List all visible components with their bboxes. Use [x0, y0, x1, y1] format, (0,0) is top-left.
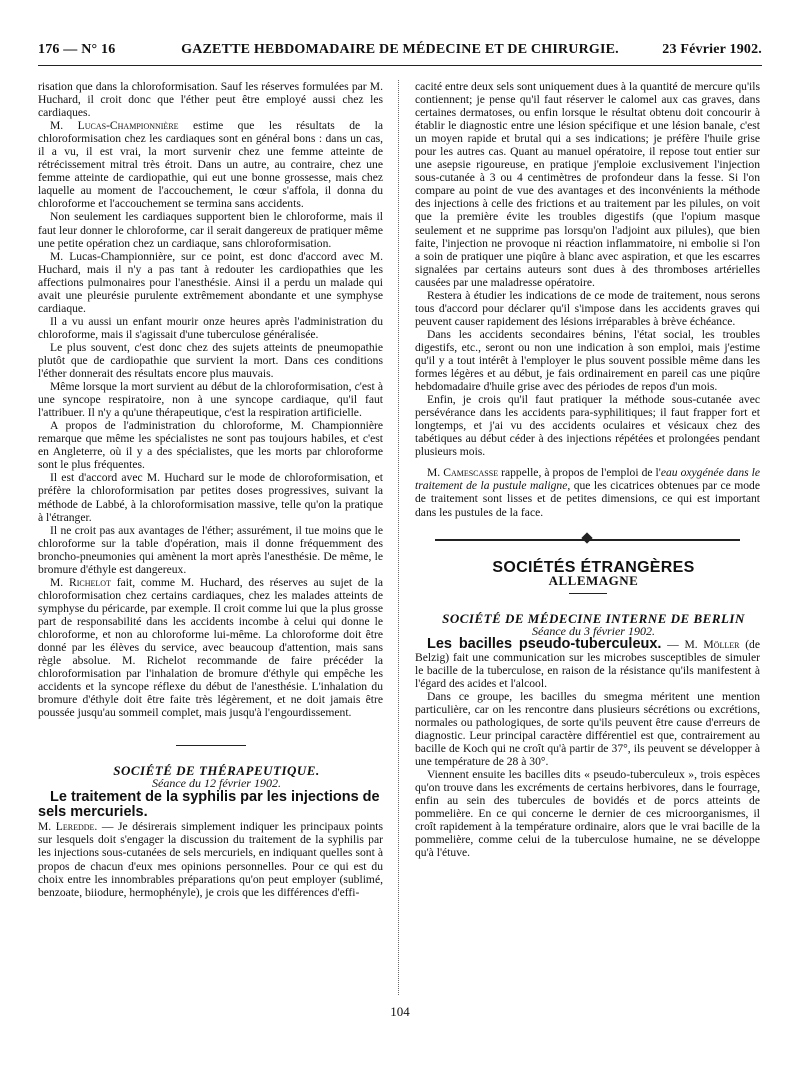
page-header — [38, 38, 762, 62]
paragraph: Les bacilles pseudo-tuberculeux. — M. Möller (de Belzig) fait une communication sur les microbes susceptibles de simuler le bacille de la tuberculose, en raison de la résistance qu'ils manifestent à l'égard des acides et l'alcool. — [415, 635, 760, 690]
speaker-name: M. Lucas-Championnière — [50, 119, 179, 133]
paragraph: Non seulement les cardiaques supportent bien le chloroforme, mais il faut leur donner le chloroforme, car il serait dangereux de pratiquer même une petite opération chez un cardiaque, sans chloroformisation. — [38, 210, 383, 250]
section-title: SOCIÉTÉ DE THÉRAPEUTIQUE. — [113, 763, 320, 779]
article-title: Le traitement de la syphilis par les injections de sels mercuriels. — [38, 789, 380, 821]
column-divider — [398, 80, 399, 995]
country-heading: ALLEMAGNE — [548, 572, 639, 588]
paragraph: Il a vu aussi un enfant mourir onze heures après l'administration du chloroforme, mais il s'agissait d'une tuberculose généralisée. — [38, 314, 383, 341]
paragraph: Le plus souvent, c'est donc chez des sujets atteints de pneumopathie plutôt que de cardiopathie que survient la mort. Dans ces conditions l'éther donnerait des résultats encore plus mauvais. — [38, 340, 383, 381]
paragraph: Dans ce groupe, les bacilles du smegma méritent une mention particulière, car on les rencontre dans plusieurs sécrétions ou excrétions, normales ou pathologiques, de sorte qu'ils peuvent être cause d'erreurs de diagnostic. Leur principal caractère différentiel est que, contrairement au bacille de Koch qui ne croît qu'à partir de 37°, ils peuvent se développer à une température de 28 à 30°. — [415, 689, 760, 769]
paragraph: A propos de l'administration du chloroforme, M. Championnière remarque que même les spécialistes ne sont pas toujours habiles, et c'est en Angleterre, où il y a des spécialistes, que les morts par chloroforme sont le plus fréquentes. — [38, 419, 383, 472]
header-rule — [38, 65, 762, 66]
paragraph — [415, 466, 760, 518]
journal-title: GAZETTE HEBDOMADAIRE DE MÉDECINE ET DE CHIRURGIE. — [181, 42, 619, 57]
speaker-name: M. Möller — [684, 637, 740, 651]
session-date: Séance du 12 février 1902. — [152, 776, 281, 791]
paragraph: Il ne croit pas aux avantages de l'éther; assurément, il tue moins que le chloroforme sur la table d'opération, mais il donne fréquemment des broncho-pneumonies qui amènent la mort après l'anesthésie. De même, le bromure d'éthyle est dangereux. — [38, 523, 383, 576]
diamond-ornament-icon — [581, 532, 592, 543]
issue-date: 23 Février 1902. — [662, 42, 762, 57]
paragraph: M. Lucas-Championnière, sur ce point, est donc d'accord avec M. Huchard, mais il n'y a pas tant à redouter les cardiopathies que les affections pulmonaires pour l'anesthésie. Ainsi il a perdu un malade qui avait une pleurésie purulente extrêmement abondante et une symphyse cardiaque. — [38, 249, 383, 315]
article-title: Les bacilles pseudo-tuberculeux. — [427, 635, 662, 652]
section-separator — [176, 745, 246, 746]
paragraph: cacité entre deux sels sont uniquement dues à la quantité de mercure qu'ils contiennent; je pense qu'il faut réserver le calomel aux cas graves, dans certaines dermatoses, ou enfin lorsque le résultat obtenu doit concourir à établir le diagnostic entre une lésion spécifique et une lésion banale, c'est un moyen rapide et brutal qui a ses indications; je préfère l'huile grise pour les autres cas. Quant au manuel opératoire, il repose tout entier sur une asepsie rigoureuse, en pratique j'emploie exclusivement l'injection sous-cutanée à 3 ou 4 centimètres de profondeur dans la fesse. Si l'on compare au point de vue des avantages et des inconvénients la méthode des injections à celle des frictions et au traitement par les pilules, on voit que la première évite les troubles digestifs (que l'opium masque seulement et ne supprime pas lorsqu'on l'adjoint aux pilules), que bien faite, l'injection ne provoque ni réaction inflammatoire, ni embolie si l'on a soin de pratiquer une piqûre à blanc avec aspiration, et que les escarres signalées par certains auteurs sont dues à des thromboses artérielles causées par une maladresse opératoire. — [415, 80, 760, 289]
paragraph-text: — Je désirerais simplement indiquer les principaux points sur lesquels doit s'engager la discussion du traitement de la syphilis par les injections sous-cutanées de sels mercuriels, en indiquant quelles sont à propos de chacun d'eux mes opinions personnelles. Pour ce qui est du choix entre les innombrables préparations qu'on peut employer (sublimé, benzoate, biiodure, hermophényle), je crois que les différences d'effi- — [38, 820, 383, 899]
section-title: SOCIÉTÉ DE MÉDECINE INTERNE DE BERLIN — [442, 610, 745, 626]
paragraph: Enfin, je crois qu'il faut pratiquer la méthode sous-cutanée avec persévérance dans les accidents para-syphilitiques; il faut frapper fort et longtemps, et j'ai vu des accidents oculaires et vésicaux chez des tabétiques au début céder à des injections répétées et prolongées pendant plusieurs mois. — [415, 393, 760, 459]
section-heading: SOCIÉTÉS ÉTRANGÈRES — [492, 558, 695, 576]
left-column — [38, 80, 383, 998]
paragraph: Il est d'accord avec M. Huchard sur le mode de chloroformisation, et préfère la chloroformisation par petites doses progressives, suivant la méthode de Labbé, à la chloroformisation massive, telle qu'on la pratique à l'étranger. — [38, 471, 383, 524]
paragraph — [38, 576, 383, 720]
paragraph-text: rappelle, à propos de l'emploi de l' — [498, 466, 661, 480]
speaker-name: M. Richelot — [50, 575, 111, 589]
speaker-name: M. Leredde. — [38, 820, 98, 834]
page-number: 104 — [390, 1004, 410, 1019]
italic-text: eau oxygénée dans le traitement de la pustule maligne — [415, 466, 760, 493]
paragraph: Restera à étudier les indications de ce mode de traitement, nous serons tous d'accord pour déclarer qu'il s'impose dans les accidents graves qui peuvent causer rapidement des lésions irréparables à brève échéance. — [415, 288, 760, 328]
paragraph-text: estime que les résultats de la chloroformisation chez les cardiaques sont en général bons : dans un cas, il a vu, il est vrai, la mort survenir chez une femme atteinte de rétrécissement mitral très étroit. Dans un autre, au contraire, chez une femme atteinte de cardiopathie, qui eut une bonne grossesse, mais chez laquelle au moment de l'accouchement, le cœur s'affola, il donna du chloroforme et l'accouchement se termina sans accidents. — [38, 119, 383, 211]
session-date: Séance du 3 février 1902. — [532, 623, 655, 638]
right-column — [415, 80, 760, 998]
page-issue-number: 176 — N° 16 — [38, 42, 116, 57]
section-separator — [569, 593, 607, 594]
ornamental-rule — [415, 533, 760, 547]
paragraph — [38, 820, 383, 898]
paragraph: Viennent ensuite les bacilles dits « pseudo-tuberculeux », trois espèces qu'on trouve dans les excréments de certains herbivores, dans le fourrage, enfin au sein des tubercules de bovidés et de porcs atteints de pommelière. En ce qui concerne le dernier de ces microorganismes, il croît rapidement à la température ordinaire, alors que le vrai bacille de la pommelière, comme celui de la tuberculose humaine, ne se développe qu'à l'étuve. — [415, 768, 760, 860]
paragraph: Dans les accidents secondaires bénins, l'état social, les troubles digestifs, etc., seront ou non une indication à son emploi, mais j'estime qu'il y a tout intérêt à l'employer le plus souvent possible même dans les formes légères et au début, je fais ordinairement en pareil cas une piqûre hebdomadaire d'huile grise avec des périodes de repos d'un mois. — [415, 327, 760, 394]
paragraph-text: fait, comme M. Huchard, des réserves au sujet de la chloroformisation chez certains cardiaques, chez les malades atteints de symphyse du péricarde, par exemple. Il croit comme lui que la plus grosse part de responsabilité dans les accidents incombe à celui qui donne le chloroforme, et non au chloroforme lui-même. La chloroforme doit être donné par les élèves du service, avec beaucoup d'attention, mais sans règle absolue. M. Richelot recommande de faire précéder la chloroformisation par l'inhalation de bromure d'éthyle qui empêche les accidents et la syncope réflexe du début de l'anesthésie. L'inhalation du bromure d'éthyle doit être faite très légèrement, et ne doit jamais être poussée jusqu'au sommeil complet, mais jusqu'à l'engourdissement. — [38, 575, 383, 720]
paragraph-text: (de Belzig) fait une communication sur les microbes susceptibles de simuler le bacille de la tuberculose, en raison de la résistance qu'ils manifestent à l'égard des acides et l'alcool. — [415, 637, 760, 690]
paragraph — [38, 119, 383, 210]
paragraph: risation que dans la chloroformisation. Sauf les réserves formulées par M. Huchard, il croit donc que l'éther peut être employé aussi chez les cardiaques. — [38, 80, 383, 120]
paragraph-text: , que les cicatrices obtenues par ce mode de traitement sont lisses et de petites dimensions, ce qui est important dans les pustules de la face. — [415, 479, 760, 519]
paragraph: Même lorsque la mort survient au début de la chloroformisation, c'est à une syncope respiratoire, non à une syncope cardiaque, qu'il faut l'attribuer. Il n'y a qu'une thérapeutique, c'est la respiration artificielle. — [38, 380, 383, 420]
speaker-name: M. Camescasse — [427, 466, 499, 480]
